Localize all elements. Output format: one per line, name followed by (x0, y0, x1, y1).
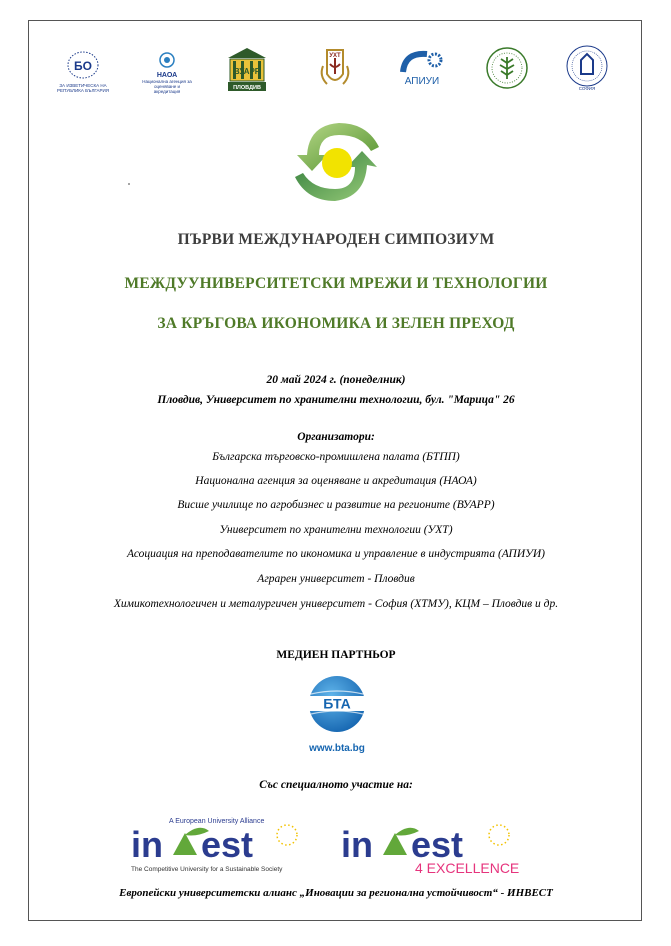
media-partner-heading: МЕДИЕН ПАРТНЬОР (276, 649, 396, 661)
apiui-logo (391, 43, 451, 93)
hmtu-seal-icon (563, 44, 611, 92)
event-venue: Пловдив, Университет по хранителни технологии, бул. "Марица" 26 (157, 394, 515, 406)
invest-leaf-icon (173, 833, 197, 855)
vuarr-building-icon (222, 44, 272, 92)
bntu-logo-caption: ЗА ИЗВЕТИЧЕСКА НА РЕПУБЛИКА БЪЛГАРИЯ (56, 83, 110, 93)
hmtu-logo-caption: СОФИЯ (578, 86, 596, 91)
invest4-leaf-icon (383, 833, 407, 855)
organizer-item: Университет по хранителни технологии (УХТ) (219, 524, 453, 536)
invest-4-excellence-logo (335, 813, 545, 875)
naoa-logo-label: НАОА (156, 72, 178, 79)
invest4-sub: 4 EXCELLENCE (415, 860, 520, 875)
bta-logo (299, 674, 375, 756)
circular-economy-recycle-icon (287, 115, 387, 210)
symposium-subtitle-line2: ЗА КРЪГОВА ИКОНОМИКА И ЗЕЛЕН ПРЕХОД (157, 315, 515, 332)
vuarr-logo (217, 43, 277, 93)
organizer-item: Национална агенция за оценяване и акредитация (НАОА) (195, 475, 477, 487)
invest-sub: The Competitive University for a Sustainable Society (131, 866, 283, 873)
organizer-item: Аграрен университет - Пловдив (257, 573, 415, 585)
organizers-heading: Организатори: (297, 431, 375, 443)
special-participation-heading: Със специалното участие на: (259, 779, 413, 791)
naoa-logo-caption: Национална агенция за оценяване и акредитация (142, 79, 192, 94)
uht-logo (305, 43, 365, 93)
apiui-gear-icon (391, 46, 451, 90)
symposium-subtitle-line1: МЕЖДУУНИВЕРСИТЕТСКИ МРЕЖИ И ТЕХНОЛОГИИ (124, 275, 548, 292)
organizer-item: Химикотехнологичен и металургичен университет - София (ХТМУ), КЦМ – Пловдив и др. (113, 598, 559, 610)
invest-word-a: in (131, 824, 163, 865)
organizer-item: Асоциация на преподавателите по икономика и управление в индустрията (АПИУИ) (127, 548, 545, 560)
stray-dot (128, 183, 130, 185)
symposium-title: ПЪРВИ МЕЖДУНАРОДЕН СИМПОЗИУМ (177, 231, 495, 248)
bntu-emblem-icon (55, 48, 111, 88)
apiui-logo-label: АПИУИ (404, 76, 440, 87)
uht-logo-label: УХТ (329, 53, 341, 59)
invest4-word-a: in (341, 824, 373, 865)
bntu-logo-label: БО (74, 59, 92, 73)
bta-url: www.bta.bg (309, 743, 365, 754)
organizer-item: Българска търговско-промишлена палата (БТПП) (212, 451, 460, 463)
agrarian-university-logo (477, 43, 537, 93)
organizer-item: Висше училище по агробизнес и развитие на регионите (ВУАРР) (177, 499, 495, 511)
uht-crest-icon (315, 44, 355, 92)
invest-word-b: est (201, 824, 254, 865)
alliance-footer: Европейски университетски алианс „Иновации за регионална устойчивост“ - ИНВЕСТ (119, 887, 553, 899)
agrarian-seal-icon (484, 45, 530, 91)
hmtu-logo (557, 43, 617, 93)
invest-tagline: A European University Alliance (169, 818, 265, 825)
poster-frame (28, 20, 642, 921)
invest4-word-b: est (411, 824, 464, 865)
event-date: 20 май 2024 г. (понеделник) (266, 374, 406, 386)
bta-logo-text: БТА (323, 695, 351, 712)
partner-logos-row (29, 43, 643, 113)
bntu-logo (53, 43, 113, 93)
naoa-logo (137, 43, 197, 93)
invest-logo (129, 813, 329, 875)
vuarr-logo-caption: ПЛОВДИВ (233, 85, 261, 91)
vuarr-logo-label: ВУАРР (233, 67, 261, 76)
